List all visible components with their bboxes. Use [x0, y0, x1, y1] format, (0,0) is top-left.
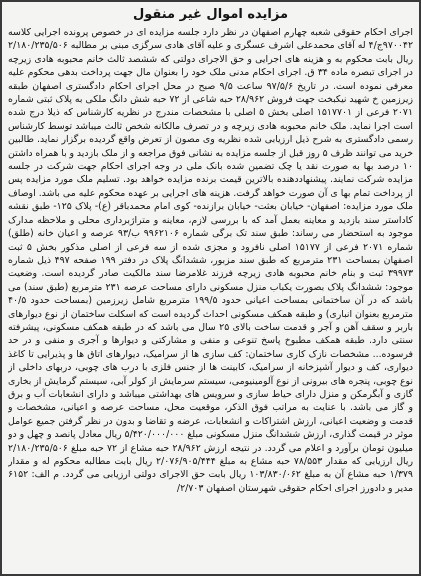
notice-title: مزایده اموال غیر منقول	[132, 7, 289, 22]
notice-body: اجرای احکام حقوقی شعبه چهارم اصفهان در نظر دارد جلسه مزایده ای در خصوص پرونده اجرایی کلاسه ۹۷۰۰۴۲ج/۴ له آقای محمدعلی اشرف عسگری و علیه آقای هادی سرگزی مبنی بر مطالبه ۲/۱۸۰/۲۳۵/۵۰۶ ریال بابت محکوم به و هزینه های اجرایی و حق الاجرای دولتی که ششصد ثالث خانم محبوبه هادی زیرچه در اجرای تبصره ماده ۳۴ ق. اجرای احکام مدنی ملک خود را بعنوان مال جهت پرداخت بدهی محکوم علیه معرفی نموده است. در تاریخ ۹۷/۵/۶ ساعت ۹/۵ صبح در محل اجرای احکام دادگستری اصفهان طبقه زیرزمین خ شهید نیکبخت جهت فروش ۲۸/۹۶۲ حبه شاعی از ۷۲ حبه شش دانگ ملکی به پلاک ثبتی شماره ۲۰۷۱ فرعی از ۱۵۱۷۷۰۱ اصلی بخش ۵ اصلی با مشخصات مندرج در نظریه کارشناس که ذیلا درج شده است اجرا نماید. ملک خانم محبوبه هادی زیرچه و در تصرف مالکانه شخص ثالث میباشد توسط کارشناس رسمی دادگستری به شرح ذیل ارزیابی شده نظریه وی مصون از تعرض واقع گردیده برگزار نماید. طالبین خرید می توانند ظرف ۵ روز قبل از جلسه مزایده به نشانی فوق مراجعه و از ملک بازدید و با همراه داشتن ۱۰ درصد بها به صورت نقد یا چک تضمین شده بانک ملی در وجه اجرای احکام جهت شرکت در جلسه مزایده شرکت نمایند. پیشنهاددهنده بالاترین قیمت برنده مزایده خواهد بود. تسلیم ملک مورد مزایده پس از پرداخت تمام بها ی آن صورت خواهد گرفت. هزینه های اجرایی بر عهده محکوم علیه می باشد. اوصاف ملک مورد مزایده: اصفهان- خیابان بعثت- خیابان برازنده- کوی امام محمدباقر (ع)- پلاک ۱۲۵- طبق نقشه کاداستر سند بازدید و معاینه بعمل آمد که با بررسی لازم، معاینه و متراژبرداری محلی و ملاحظه مدارک موجود به استحضار می رساند: طبق سند تک برگی شماره ۹۹۶۲۱۰۶ ب/۹۳ عرصه و اعیان خانه (طلق) شماره ۲۰۷۱ فرعی از ۱۵۱۷۷ اصلی نافرود و مجزی شده از سه فرعی از اصلی مذکور بخش ۵ ثبت اصفهان بمساحت ۲۳۱ مترمربع که طبق سند مزبور، ششدانگ پلاک در دفتر ۱۹۹ صفحه ۴۹۷ ذیل شماره ۳۹۹۷۳ ثبت و بنام خانم محبوبه هادی زیرچه فرزند غلامرضا سند مالکیت صادر گردیده است. وضعیت موجود: ششدانگ پلاک بصورت یکباب منزل مسکونی دارای مساحت عرصه ۲۳۱ مترمربع (طبق سند) می باشد که در آن ساختمانی بمساحت اعیانی حدود ۱۹۹/۵ مترمربع شامل زیرزمین (بمساحت حدود ۴۰/۵ مترمربع بعنوان انباری) و طبقه همکف مسکونی احداث گردیده است که اسکلت ساختمان از نوع دیوارهای باربر و سقف آهن و آجر و قدمت ساخت بالای ۲۵ سال می باشد که در طبقه همکف مسکونی، پیشرفته سنتی دارد. طبقه همکف مطبوخ پاسخ تنوعی و منفی و مشارکتی و دیوارها و آجری و منفی و در حد فرسوده... مشخصات نازک کاری ساختمان: کف سازی ها از سرامیک، دیوارهای اتاق ها و پذیرایی تا کاغذ دیواری، کف و دیوار آشپزخانه از سرامیک، کابینت ها از جنس فلزی با درب های چوبی، دربهای داخلی از نوع چوبی، پنجره های بیرونی از نوع آلومینیومی، سیستم سرمایش از کولر آبی، سیستم گرمایش از بخاری گازی و آبگرمکن و منزل دارای حیاط سازی و سرویس های بهداشتی میباشد و دارای انشعابات آب و برق و گاز می باشد. با عنایت به مراتب فوق الذکر، موقعیت محل، مساحت عرصه و اعیانی، مشخصات و قدمت و وضعیت اعیانی، ارزش اشتراکات و انشعابات، عرضه و تقاضا و بدون در نظر گرفتن جمیع عوامل موثر در قیمت گذاری، ارزش ششدانگ منزل مسکونی مبلغ ۵/۴۲۰/۰۰۰/۰۰۰ ریال معادل پانصد و چهل و دو میلیون تومان برآورد و اعلام می گردد. در نتیجه ارزش ۲۸/۹۶۲ حبه مشاع از ۷۲ حبه مبلغ ۲/۱۸۰/۲۳۵/۵۰۶ ریال ارزیابی که مقدار ۷۸/۵۵۳ حبه مشاع به مبلغ ۲/۰۷۶/۹۰۵/۴۴۴ ریال بابت مطالبه محکوم له و مقدار ۱/۳۷۹ حبه مشاع آن به مبلغ ۱۰۳/۸۳۰/۰۶۲ ریال بابت حق الاجرای دولتی ارزیابی می گردد. م الف: ۶۱۵۲ مدیر و دادورز اجرای احکام حقوقی شهرستان اصفهان ۲/۷۰۳/	[8, 27, 413, 494]
